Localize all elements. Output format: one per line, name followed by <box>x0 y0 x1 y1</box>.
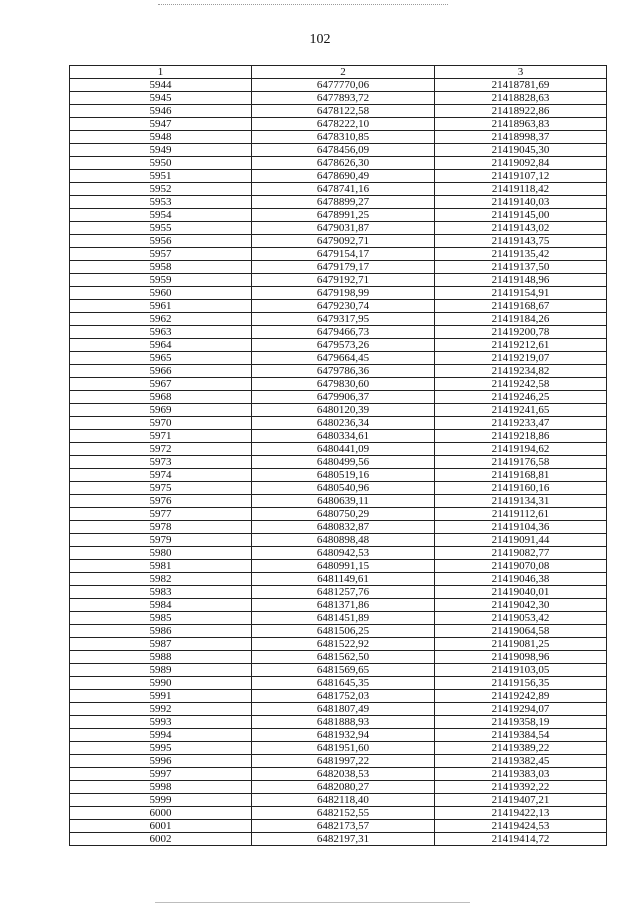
table-row <box>70 456 607 469</box>
table-row <box>70 443 607 456</box>
table-row <box>70 755 607 768</box>
x-coordinate-cell: 6480499,56 <box>252 456 435 469</box>
x-coordinate-cell: 6480236,34 <box>252 417 435 430</box>
x-coordinate-cell: 6482080,27 <box>252 781 435 794</box>
table-row <box>70 612 607 625</box>
table-row <box>70 573 607 586</box>
y-coordinate-cell: 21419219,07 <box>435 352 607 365</box>
point-number-cell: 5946 <box>70 105 252 118</box>
y-coordinate-cell: 21419424,53 <box>435 820 607 833</box>
table-row <box>70 300 607 313</box>
table-row <box>70 326 607 339</box>
x-coordinate-cell: 6478741,16 <box>252 183 435 196</box>
x-coordinate-cell: 6479230,74 <box>252 300 435 313</box>
x-coordinate-cell: 6482197,31 <box>252 833 435 846</box>
point-number-cell: 5968 <box>70 391 252 404</box>
y-coordinate-cell: 21419092,84 <box>435 157 607 170</box>
table-row <box>70 144 607 157</box>
table-row <box>70 599 607 612</box>
table-row <box>70 534 607 547</box>
point-number-cell: 5988 <box>70 651 252 664</box>
table-body <box>70 79 607 846</box>
y-coordinate-cell: 21419104,36 <box>435 521 607 534</box>
point-number-cell: 5976 <box>70 495 252 508</box>
point-number-cell: 5960 <box>70 287 252 300</box>
page-number: 102 <box>309 32 331 47</box>
point-number-cell: 5987 <box>70 638 252 651</box>
y-coordinate-cell: 21419098,96 <box>435 651 607 664</box>
x-coordinate-cell: 6478991,25 <box>252 209 435 222</box>
y-coordinate-cell: 21419242,89 <box>435 690 607 703</box>
point-number-cell: 5994 <box>70 729 252 742</box>
x-coordinate-cell: 6480750,29 <box>252 508 435 521</box>
table-row <box>70 274 607 287</box>
point-number-cell: 5991 <box>70 690 252 703</box>
x-coordinate-cell: 6478310,85 <box>252 131 435 144</box>
point-number-cell: 5965 <box>70 352 252 365</box>
table-row <box>70 92 607 105</box>
point-number-cell: 5961 <box>70 300 252 313</box>
y-coordinate-cell: 21419070,08 <box>435 560 607 573</box>
point-number-cell: 5990 <box>70 677 252 690</box>
x-coordinate-cell: 6479466,73 <box>252 326 435 339</box>
table-row <box>70 560 607 573</box>
y-coordinate-cell: 21419246,25 <box>435 391 607 404</box>
y-coordinate-cell: 21418963,83 <box>435 118 607 131</box>
table-row <box>70 183 607 196</box>
table-row <box>70 742 607 755</box>
table-row <box>70 820 607 833</box>
point-number-cell: 5980 <box>70 547 252 560</box>
y-coordinate-cell: 21418781,69 <box>435 79 607 92</box>
point-number-cell: 5975 <box>70 482 252 495</box>
y-coordinate-cell: 21419143,02 <box>435 222 607 235</box>
y-coordinate-cell: 21419382,45 <box>435 755 607 768</box>
table-row <box>70 261 607 274</box>
x-coordinate-cell: 6480120,39 <box>252 404 435 417</box>
point-number-cell: 5971 <box>70 430 252 443</box>
table-row <box>70 521 607 534</box>
table-row <box>70 222 607 235</box>
table-row <box>70 131 607 144</box>
table-row <box>70 391 607 404</box>
y-coordinate-cell: 21419414,72 <box>435 833 607 846</box>
point-number-cell: 5949 <box>70 144 252 157</box>
x-coordinate-cell: 6480942,53 <box>252 547 435 560</box>
point-number-cell: 5978 <box>70 521 252 534</box>
x-coordinate-cell: 6478456,09 <box>252 144 435 157</box>
point-number-cell: 5981 <box>70 560 252 573</box>
table-row <box>70 794 607 807</box>
table-row <box>70 690 607 703</box>
y-coordinate-cell: 21419154,91 <box>435 287 607 300</box>
table-row <box>70 235 607 248</box>
x-coordinate-cell: 6479192,71 <box>252 274 435 287</box>
point-number-cell: 5953 <box>70 196 252 209</box>
point-number-cell: 5959 <box>70 274 252 287</box>
y-coordinate-cell: 21419140,03 <box>435 196 607 209</box>
x-coordinate-cell: 6481807,49 <box>252 703 435 716</box>
x-coordinate-cell: 6481506,25 <box>252 625 435 638</box>
point-number-cell: 5958 <box>70 261 252 274</box>
y-coordinate-cell: 21419082,77 <box>435 547 607 560</box>
y-coordinate-cell: 21419234,82 <box>435 365 607 378</box>
point-number-cell: 6000 <box>70 807 252 820</box>
column-header-y: 3 <box>435 66 607 79</box>
x-coordinate-cell: 6478222,10 <box>252 118 435 131</box>
y-coordinate-cell: 21419194,62 <box>435 443 607 456</box>
y-coordinate-cell: 21419389,22 <box>435 742 607 755</box>
table-row <box>70 547 607 560</box>
y-coordinate-cell: 21419176,58 <box>435 456 607 469</box>
table-row <box>70 209 607 222</box>
x-coordinate-cell: 6481997,22 <box>252 755 435 768</box>
x-coordinate-cell: 6478122,58 <box>252 105 435 118</box>
table-row <box>70 469 607 482</box>
y-coordinate-cell: 21419148,96 <box>435 274 607 287</box>
point-number-cell: 5983 <box>70 586 252 599</box>
point-number-cell: 5992 <box>70 703 252 716</box>
x-coordinate-cell: 6478690,49 <box>252 170 435 183</box>
table-row <box>70 664 607 677</box>
point-number-cell: 5984 <box>70 599 252 612</box>
y-coordinate-cell: 21419168,67 <box>435 300 607 313</box>
x-coordinate-cell: 6479664,45 <box>252 352 435 365</box>
point-number-cell: 5985 <box>70 612 252 625</box>
table-row <box>70 482 607 495</box>
point-number-cell: 5951 <box>70 170 252 183</box>
x-coordinate-cell: 6477893,72 <box>252 92 435 105</box>
table-row <box>70 703 607 716</box>
x-coordinate-cell: 6479179,17 <box>252 261 435 274</box>
y-coordinate-cell: 21419241,65 <box>435 404 607 417</box>
table-row <box>70 248 607 261</box>
table-row <box>70 638 607 651</box>
table-row <box>70 196 607 209</box>
x-coordinate-cell: 6480519,16 <box>252 469 435 482</box>
x-coordinate-cell: 6480441,09 <box>252 443 435 456</box>
point-number-cell: 5993 <box>70 716 252 729</box>
x-coordinate-cell: 6482152,55 <box>252 807 435 820</box>
x-coordinate-cell: 6482038,53 <box>252 768 435 781</box>
coordinates-table <box>69 65 607 846</box>
point-number-cell: 5948 <box>70 131 252 144</box>
x-coordinate-cell: 6481932,94 <box>252 729 435 742</box>
y-coordinate-cell: 21419407,21 <box>435 794 607 807</box>
table-row <box>70 625 607 638</box>
y-coordinate-cell: 21419046,38 <box>435 573 607 586</box>
x-coordinate-cell: 6479906,37 <box>252 391 435 404</box>
y-coordinate-cell: 21419135,42 <box>435 248 607 261</box>
y-coordinate-cell: 21419242,58 <box>435 378 607 391</box>
table-row <box>70 833 607 846</box>
column-header-point: 1 <box>70 66 252 79</box>
x-coordinate-cell: 6481149,61 <box>252 573 435 586</box>
point-number-cell: 5964 <box>70 339 252 352</box>
point-number-cell: 5970 <box>70 417 252 430</box>
y-coordinate-cell: 21419200,78 <box>435 326 607 339</box>
table-row <box>70 105 607 118</box>
x-coordinate-cell: 6481257,76 <box>252 586 435 599</box>
x-coordinate-cell: 6477770,06 <box>252 79 435 92</box>
point-number-cell: 5957 <box>70 248 252 261</box>
point-number-cell: 5967 <box>70 378 252 391</box>
table-row <box>70 287 607 300</box>
x-coordinate-cell: 6480334,61 <box>252 430 435 443</box>
point-number-cell: 5982 <box>70 573 252 586</box>
table-row <box>70 417 607 430</box>
x-coordinate-cell: 6479573,26 <box>252 339 435 352</box>
point-number-cell: 5998 <box>70 781 252 794</box>
point-number-cell: 5995 <box>70 742 252 755</box>
point-number-cell: 5955 <box>70 222 252 235</box>
table-row <box>70 352 607 365</box>
point-number-cell: 5999 <box>70 794 252 807</box>
table-row <box>70 339 607 352</box>
y-coordinate-cell: 21418922,86 <box>435 105 607 118</box>
y-coordinate-cell: 21419091,44 <box>435 534 607 547</box>
x-coordinate-cell: 6480639,11 <box>252 495 435 508</box>
table-row <box>70 404 607 417</box>
point-number-cell: 5963 <box>70 326 252 339</box>
point-number-cell: 5979 <box>70 534 252 547</box>
point-number-cell: 5966 <box>70 365 252 378</box>
table-row <box>70 677 607 690</box>
point-number-cell: 5977 <box>70 508 252 521</box>
x-coordinate-cell: 6481645,35 <box>252 677 435 690</box>
x-coordinate-cell: 6479317,95 <box>252 313 435 326</box>
x-coordinate-cell: 6481562,50 <box>252 651 435 664</box>
x-coordinate-cell: 6479830,60 <box>252 378 435 391</box>
point-number-cell: 5974 <box>70 469 252 482</box>
x-coordinate-cell: 6480540,96 <box>252 482 435 495</box>
y-coordinate-cell: 21419064,58 <box>435 625 607 638</box>
point-number-cell: 6002 <box>70 833 252 846</box>
x-coordinate-cell: 6478899,27 <box>252 196 435 209</box>
y-coordinate-cell: 21419156,35 <box>435 677 607 690</box>
y-coordinate-cell: 21419184,26 <box>435 313 607 326</box>
point-number-cell: 5944 <box>70 79 252 92</box>
point-number-cell: 5950 <box>70 157 252 170</box>
table-row <box>70 170 607 183</box>
y-coordinate-cell: 21419233,47 <box>435 417 607 430</box>
bottom-scan-edge <box>155 902 470 903</box>
y-coordinate-cell: 21419384,54 <box>435 729 607 742</box>
y-coordinate-cell: 21419045,30 <box>435 144 607 157</box>
x-coordinate-cell: 6482173,57 <box>252 820 435 833</box>
y-coordinate-cell: 21419358,19 <box>435 716 607 729</box>
point-number-cell: 5989 <box>70 664 252 677</box>
x-coordinate-cell: 6481569,65 <box>252 664 435 677</box>
column-header-x: 2 <box>252 66 435 79</box>
x-coordinate-cell: 6480832,87 <box>252 521 435 534</box>
y-coordinate-cell: 21419112,61 <box>435 508 607 521</box>
table-row <box>70 781 607 794</box>
y-coordinate-cell: 21419294,07 <box>435 703 607 716</box>
y-coordinate-cell: 21419383,03 <box>435 768 607 781</box>
table-row <box>70 378 607 391</box>
top-scan-edge <box>158 4 448 5</box>
table-row <box>70 807 607 820</box>
table-row <box>70 430 607 443</box>
point-number-cell: 5945 <box>70 92 252 105</box>
x-coordinate-cell: 6481451,89 <box>252 612 435 625</box>
point-number-cell: 5952 <box>70 183 252 196</box>
table-row <box>70 79 607 92</box>
point-number-cell: 5996 <box>70 755 252 768</box>
point-number-cell: 5972 <box>70 443 252 456</box>
point-number-cell: 5986 <box>70 625 252 638</box>
x-coordinate-cell: 6481752,03 <box>252 690 435 703</box>
x-coordinate-cell: 6480898,48 <box>252 534 435 547</box>
x-coordinate-cell: 6478626,30 <box>252 157 435 170</box>
point-number-cell: 6001 <box>70 820 252 833</box>
y-coordinate-cell: 21419143,75 <box>435 235 607 248</box>
x-coordinate-cell: 6480991,15 <box>252 560 435 573</box>
y-coordinate-cell: 21419218,86 <box>435 430 607 443</box>
y-coordinate-cell: 21419118,42 <box>435 183 607 196</box>
point-number-cell: 5969 <box>70 404 252 417</box>
table-row <box>70 651 607 664</box>
table-header <box>70 66 607 79</box>
point-number-cell: 5956 <box>70 235 252 248</box>
table-row <box>70 365 607 378</box>
y-coordinate-cell: 21418998,37 <box>435 131 607 144</box>
y-coordinate-cell: 21419053,42 <box>435 612 607 625</box>
x-coordinate-cell: 6479092,71 <box>252 235 435 248</box>
table-row <box>70 768 607 781</box>
y-coordinate-cell: 21419081,25 <box>435 638 607 651</box>
y-coordinate-cell: 21419168,81 <box>435 469 607 482</box>
y-coordinate-cell: 21418828,63 <box>435 92 607 105</box>
x-coordinate-cell: 6479154,17 <box>252 248 435 261</box>
x-coordinate-cell: 6479031,87 <box>252 222 435 235</box>
y-coordinate-cell: 21419145,00 <box>435 209 607 222</box>
table-row <box>70 508 607 521</box>
x-coordinate-cell: 6481522,92 <box>252 638 435 651</box>
y-coordinate-cell: 21419160,16 <box>435 482 607 495</box>
x-coordinate-cell: 6479786,36 <box>252 365 435 378</box>
y-coordinate-cell: 21419392,22 <box>435 781 607 794</box>
y-coordinate-cell: 21419040,01 <box>435 586 607 599</box>
x-coordinate-cell: 6481371,86 <box>252 599 435 612</box>
table-row <box>70 313 607 326</box>
point-number-cell: 5947 <box>70 118 252 131</box>
table-row <box>70 157 607 170</box>
x-coordinate-cell: 6479198,99 <box>252 287 435 300</box>
y-coordinate-cell: 21419134,31 <box>435 495 607 508</box>
header-row <box>70 66 607 79</box>
y-coordinate-cell: 21419212,61 <box>435 339 607 352</box>
y-coordinate-cell: 21419422,13 <box>435 807 607 820</box>
table-row <box>70 495 607 508</box>
table-row <box>70 586 607 599</box>
x-coordinate-cell: 6481888,93 <box>252 716 435 729</box>
point-number-cell: 5997 <box>70 768 252 781</box>
x-coordinate-cell: 6482118,40 <box>252 794 435 807</box>
table-row <box>70 716 607 729</box>
y-coordinate-cell: 21419103,05 <box>435 664 607 677</box>
point-number-cell: 5962 <box>70 313 252 326</box>
table-row <box>70 729 607 742</box>
y-coordinate-cell: 21419042,30 <box>435 599 607 612</box>
y-coordinate-cell: 21419137,50 <box>435 261 607 274</box>
point-number-cell: 5954 <box>70 209 252 222</box>
point-number-cell: 5973 <box>70 456 252 469</box>
table-row <box>70 118 607 131</box>
x-coordinate-cell: 6481951,60 <box>252 742 435 755</box>
y-coordinate-cell: 21419107,12 <box>435 170 607 183</box>
